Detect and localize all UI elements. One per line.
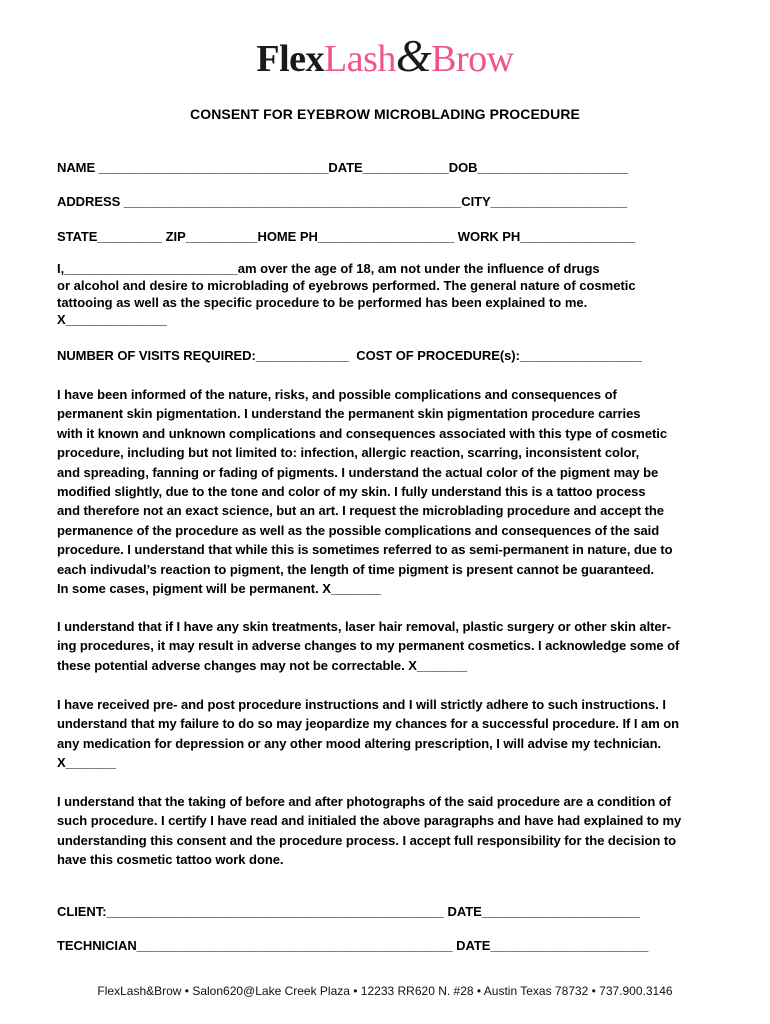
brand-logo: [0, 30, 770, 81]
paragraph-line: permanence of the procedure as well as the possible complications and consequences of the said: [57, 522, 660, 538]
technician-signature-line[interactable]: TECHNICIAN____________________________________________ DATE______________________: [57, 938, 649, 953]
consent-intro-line: or alcohol and desire to microblading of eyebrows performed. The general nature of cosmetic: [57, 278, 636, 293]
paragraph-line: I have been informed of the nature, risks, and possible complications and consequences of: [57, 387, 617, 402]
paragraph-photographs: [57, 792, 729, 870]
logo-ampersand: &: [395, 30, 432, 81]
paragraph-line: modified slightly, due to the tone and color of my skin. I fully understand this is a tattoo process: [57, 484, 646, 500]
paragraph-skin-treatments: [57, 617, 729, 675]
paragraph-line: ing procedures, it may result in adverse changes to my permanent cosmetics. I acknowledge some of: [57, 638, 680, 654]
consent-intro-initial[interactable]: X______________: [57, 312, 167, 327]
client-signature-line[interactable]: CLIENT:_______________________________________________ DATE______________________: [57, 904, 640, 919]
paragraph-line: with it known and unknown complications and consequences associated with this type of cosmetic: [57, 425, 668, 441]
logo-part-lash: Lash: [324, 38, 396, 80]
document-title: CONSENT FOR EYEBROW MICROBLADING PROCEDURE: [190, 106, 580, 122]
paragraph-instructions: [57, 695, 729, 773]
paragraph-risks: [57, 385, 729, 598]
field-row-state-zip-phones[interactable]: STATE_________ ZIP__________HOME PH___________________ WORK PH________________: [57, 229, 636, 244]
paragraph-line: and spreading, fanning or fading of pigments. I understand the actual color of the pigment may be: [57, 464, 659, 480]
paragraph-line: permanent skin pigmentation. I understand the permanent skin pigmentation procedure carries: [57, 406, 641, 422]
paragraph-line: procedure. I understand that while this is sometimes referred to as semi-permanent in nature, due to: [57, 542, 673, 558]
logo-part-flex: Flex: [256, 38, 325, 80]
paragraph-initial-line[interactable]: these potential adverse changes may not be correctable. X_______: [57, 657, 468, 673]
paragraph-initial-line[interactable]: X_______: [57, 755, 116, 771]
consent-intro-line: tattooing as well as the specific procedure to be performed has been explained to me.: [57, 295, 588, 310]
field-row-address-city[interactable]: ADDRESS _______________________________________________CITY___________________: [57, 194, 628, 209]
paragraph-line: each indivudal’s reaction to pigment, the length of time pigment is present cannot be guaranteed.: [57, 561, 655, 577]
paragraph-line: I understand that the taking of before and after photographs of the said procedure are a condition of: [57, 794, 671, 809]
paragraph-line: I understand that if I have any skin treatments, laser hair removal, plastic surgery or other skin alter-: [57, 619, 671, 634]
footer-contact: FlexLash&Brow • Salon620@Lake Creek Plaza • 12233 RR620 N. #28 • Austin Texas 78732 • 737.900.3146: [97, 984, 673, 998]
paragraph-line: understand that my failure to do so may jeopardize my chances for a successful procedure. If I am on: [57, 716, 680, 732]
consent-intro-line[interactable]: I,________________________am over the age of 18, am not under the influence of drugs: [57, 261, 600, 276]
paragraph-initial-line[interactable]: In some cases, pigment will be permanent. X_______: [57, 581, 382, 597]
paragraph-line: procedure, including but not limited to: infection, allergic reaction, scarring, inconsistent color,: [57, 445, 640, 461]
paragraph-line: such procedure. I certify I have read and initialed the above paragraphs and have had explained to my: [57, 813, 682, 829]
visits-cost-line[interactable]: NUMBER OF VISITS REQUIRED:_____________ COST OF PROCEDURE(s):_________________: [57, 348, 642, 363]
field-row-name-date-dob[interactable]: NAME ________________________________DATE____________DOB_____________________: [57, 160, 629, 175]
paragraph-line: have this cosmetic tattoo work done.: [57, 852, 284, 868]
logo-part-brow: Brow: [431, 38, 514, 80]
paragraph-line: I have received pre- and post procedure instructions and I will strictly adhere to such instructions. I: [57, 697, 666, 712]
paragraph-line: understanding this consent and the procedure process. I accept full responsibility for the decision to: [57, 832, 677, 848]
paragraph-line: and therefore not an exact science, but an art. I request the microblading procedure and accept the: [57, 503, 664, 519]
paragraph-line: any medication for depression or any other mood altering prescription, I will advise my technician.: [57, 735, 662, 751]
consent-intro: [57, 260, 636, 328]
